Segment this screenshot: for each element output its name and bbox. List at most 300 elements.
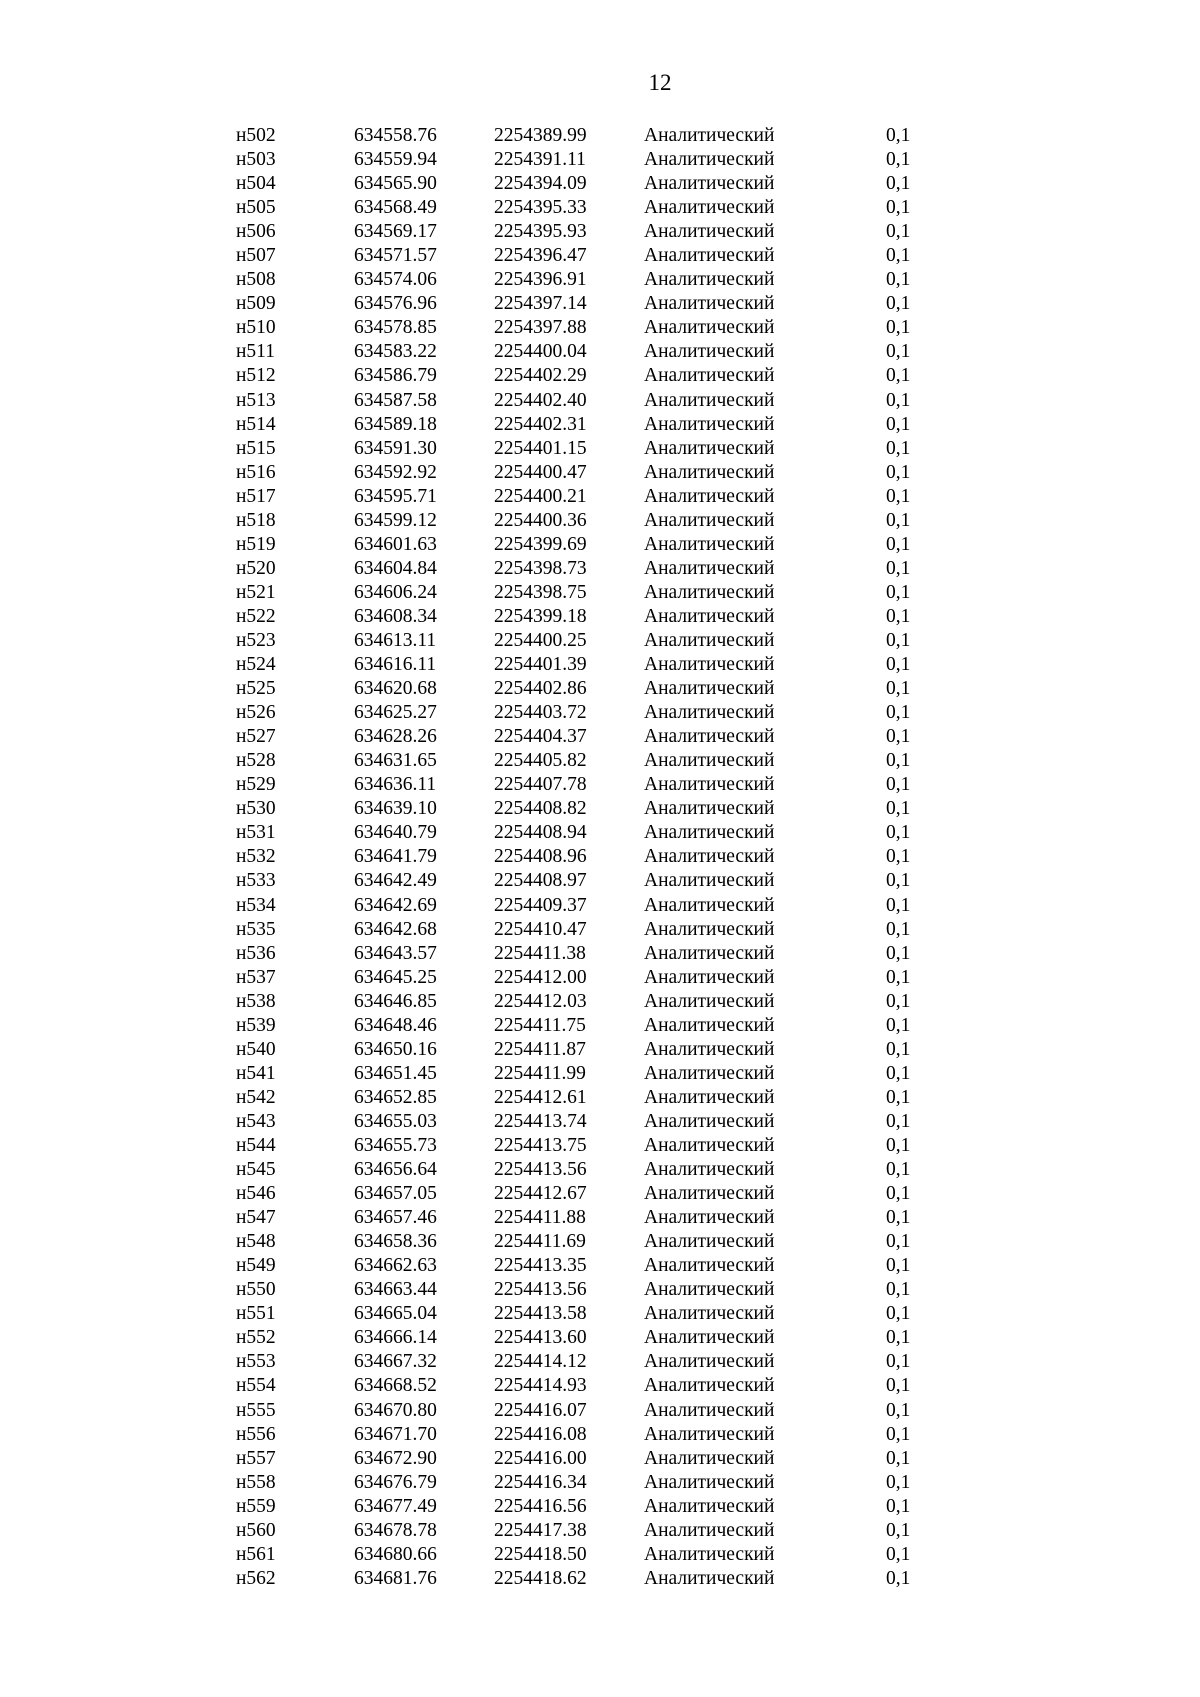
method-cell: Аналитический xyxy=(644,1447,775,1469)
table-row xyxy=(236,1206,946,1230)
method-cell: Аналитический xyxy=(644,1110,775,1132)
accuracy-cell: 0,1 xyxy=(886,1279,911,1301)
y-coordinate-cell: 2254395.33 xyxy=(494,197,587,219)
table-row xyxy=(236,990,946,1014)
y-coordinate-cell: 2254410.47 xyxy=(494,918,587,940)
y-coordinate-cell: 2254404.37 xyxy=(494,726,587,748)
table-row xyxy=(236,1447,946,1471)
y-coordinate-cell: 2254405.82 xyxy=(494,750,587,772)
point-number-cell: н507 xyxy=(236,245,276,267)
x-coordinate-cell: 634657.46 xyxy=(354,1207,437,1229)
point-number-cell: н513 xyxy=(236,389,276,411)
x-coordinate-cell: 634651.45 xyxy=(354,1062,437,1084)
page-number: 12 xyxy=(648,70,672,95)
point-number-cell: н506 xyxy=(236,221,276,243)
y-coordinate-cell: 2254416.34 xyxy=(494,1471,587,1493)
y-coordinate-cell: 2254408.94 xyxy=(494,822,587,844)
point-number-cell: н548 xyxy=(236,1231,276,1253)
point-number-cell: н530 xyxy=(236,798,276,820)
point-number-cell: н518 xyxy=(236,509,276,531)
accuracy-cell: 0,1 xyxy=(886,125,911,147)
table-row xyxy=(236,581,946,605)
table-row xyxy=(236,653,946,677)
accuracy-cell: 0,1 xyxy=(886,245,911,267)
table-row xyxy=(236,1326,946,1350)
x-coordinate-cell: 634559.94 xyxy=(354,149,437,171)
accuracy-cell: 0,1 xyxy=(886,1038,911,1060)
table-row xyxy=(236,485,946,509)
table-row xyxy=(236,1134,946,1158)
accuracy-cell: 0,1 xyxy=(886,149,911,171)
x-coordinate-cell: 634601.63 xyxy=(354,533,437,555)
point-number-cell: н554 xyxy=(236,1375,276,1397)
y-coordinate-cell: 2254411.99 xyxy=(494,1062,586,1084)
point-number-cell: н504 xyxy=(236,173,276,195)
table-row xyxy=(236,749,946,773)
y-coordinate-cell: 2254412.67 xyxy=(494,1183,587,1205)
accuracy-cell: 0,1 xyxy=(886,1567,911,1589)
table-row xyxy=(236,1086,946,1110)
point-number-cell: н532 xyxy=(236,846,276,868)
accuracy-cell: 0,1 xyxy=(886,1303,911,1325)
method-cell: Аналитический xyxy=(644,1183,775,1205)
x-coordinate-cell: 634666.14 xyxy=(354,1327,437,1349)
method-cell: Аналитический xyxy=(644,1038,775,1060)
accuracy-cell: 0,1 xyxy=(886,1351,911,1373)
y-coordinate-cell: 2254407.78 xyxy=(494,774,587,796)
x-coordinate-cell: 634657.05 xyxy=(354,1183,437,1205)
x-coordinate-cell: 634667.32 xyxy=(354,1351,437,1373)
method-cell: Аналитический xyxy=(644,461,775,483)
y-coordinate-cell: 2254413.56 xyxy=(494,1279,587,1301)
x-coordinate-cell: 634672.90 xyxy=(354,1447,437,1469)
point-number-cell: н526 xyxy=(236,702,276,724)
y-coordinate-cell: 2254413.35 xyxy=(494,1255,587,1277)
point-number-cell: н523 xyxy=(236,630,276,651)
accuracy-cell: 0,1 xyxy=(886,557,911,579)
table-row xyxy=(236,1543,946,1567)
point-number-cell: н535 xyxy=(236,918,276,940)
x-coordinate-cell: 634636.11 xyxy=(354,774,437,796)
method-cell: Аналитический xyxy=(644,269,775,291)
method-cell: Аналитический xyxy=(644,1351,775,1373)
point-number-cell: н511 xyxy=(236,341,275,363)
table-row xyxy=(236,220,946,244)
table-row xyxy=(236,196,946,220)
method-cell: Аналитический xyxy=(644,702,775,724)
y-coordinate-cell: 2254417.38 xyxy=(494,1519,587,1541)
point-number-cell: н536 xyxy=(236,942,276,964)
table-row xyxy=(236,268,946,292)
point-number-cell: н503 xyxy=(236,149,276,171)
y-coordinate-cell: 2254395.93 xyxy=(494,221,587,243)
y-coordinate-cell: 2254418.62 xyxy=(494,1567,587,1589)
method-cell: Аналитический xyxy=(644,654,775,676)
point-number-cell: н524 xyxy=(236,654,276,676)
y-coordinate-cell: 2254402.29 xyxy=(494,365,587,387)
point-number-cell: н520 xyxy=(236,557,276,579)
x-coordinate-cell: 634662.63 xyxy=(354,1255,437,1277)
x-coordinate-cell: 634670.80 xyxy=(354,1399,437,1421)
y-coordinate-cell: 2254411.75 xyxy=(494,1014,586,1036)
y-coordinate-cell: 2254396.47 xyxy=(494,245,587,267)
x-coordinate-cell: 634676.79 xyxy=(354,1471,437,1493)
table-row xyxy=(236,1230,946,1254)
method-cell: Аналитический xyxy=(644,1495,775,1517)
point-number-cell: н534 xyxy=(236,894,276,916)
point-number-cell: н527 xyxy=(236,726,276,748)
y-coordinate-cell: 2254414.12 xyxy=(494,1351,587,1373)
y-coordinate-cell: 2254412.03 xyxy=(494,990,587,1012)
table-row xyxy=(236,1350,946,1374)
accuracy-cell: 0,1 xyxy=(886,317,911,339)
table-row xyxy=(236,316,946,340)
accuracy-cell: 0,1 xyxy=(886,1231,911,1253)
accuracy-cell: 0,1 xyxy=(886,822,911,844)
table-row xyxy=(236,148,946,172)
accuracy-cell: 0,1 xyxy=(886,1255,911,1277)
table-row xyxy=(236,1471,946,1495)
accuracy-cell: 0,1 xyxy=(886,630,911,651)
method-cell: Аналитический xyxy=(644,990,775,1012)
x-coordinate-cell: 634592.92 xyxy=(354,461,437,483)
y-coordinate-cell: 2254399.18 xyxy=(494,605,587,627)
method-cell: Аналитический xyxy=(644,678,775,700)
method-cell: Аналитический xyxy=(644,413,775,435)
y-coordinate-cell: 2254403.72 xyxy=(494,702,587,724)
accuracy-cell: 0,1 xyxy=(886,173,911,195)
method-cell: Аналитический xyxy=(644,1207,775,1229)
accuracy-cell: 0,1 xyxy=(886,942,911,964)
table-row xyxy=(236,1254,946,1278)
method-cell: Аналитический xyxy=(644,966,775,988)
x-coordinate-cell: 634642.49 xyxy=(354,870,437,892)
y-coordinate-cell: 2254400.04 xyxy=(494,341,587,363)
point-number-cell: н561 xyxy=(236,1543,276,1565)
method-cell: Аналитический xyxy=(644,1327,775,1349)
table-row xyxy=(236,364,946,388)
accuracy-cell: 0,1 xyxy=(886,870,911,892)
accuracy-cell: 0,1 xyxy=(886,461,911,483)
accuracy-cell: 0,1 xyxy=(886,509,911,531)
table-row xyxy=(236,340,946,364)
accuracy-cell: 0,1 xyxy=(886,293,911,315)
table-row xyxy=(236,1062,946,1086)
method-cell: Аналитический xyxy=(644,798,775,820)
method-cell: Аналитический xyxy=(644,197,775,219)
y-coordinate-cell: 2254401.15 xyxy=(494,437,587,459)
coordinates-table xyxy=(236,124,946,1591)
method-cell: Аналитический xyxy=(644,1543,775,1565)
point-number-cell: н553 xyxy=(236,1351,276,1373)
table-row xyxy=(236,1567,946,1591)
point-number-cell: н558 xyxy=(236,1471,276,1493)
coordinates-table-body xyxy=(236,124,946,1591)
accuracy-cell: 0,1 xyxy=(886,1110,911,1132)
accuracy-cell: 0,1 xyxy=(886,1471,911,1493)
point-number-cell: н522 xyxy=(236,605,276,627)
point-number-cell: н529 xyxy=(236,774,276,796)
table-row xyxy=(236,1519,946,1543)
table-row xyxy=(236,124,946,148)
y-coordinate-cell: 2254416.07 xyxy=(494,1399,587,1421)
method-cell: Аналитический xyxy=(644,1375,775,1397)
y-coordinate-cell: 2254400.21 xyxy=(494,485,587,507)
x-coordinate-cell: 634578.85 xyxy=(354,317,437,339)
point-number-cell: н542 xyxy=(236,1086,276,1108)
y-coordinate-cell: 2254418.50 xyxy=(494,1543,587,1565)
x-coordinate-cell: 634642.68 xyxy=(354,918,437,940)
y-coordinate-cell: 2254414.93 xyxy=(494,1375,587,1397)
accuracy-cell: 0,1 xyxy=(886,1375,911,1397)
x-coordinate-cell: 634608.34 xyxy=(354,605,437,627)
method-cell: Аналитический xyxy=(644,365,775,387)
table-row xyxy=(236,1182,946,1206)
table-row xyxy=(236,557,946,581)
method-cell: Аналитический xyxy=(644,1303,775,1325)
point-number-cell: н556 xyxy=(236,1423,276,1445)
x-coordinate-cell: 634569.17 xyxy=(354,221,437,243)
accuracy-cell: 0,1 xyxy=(886,341,911,363)
point-number-cell: н509 xyxy=(236,293,276,315)
x-coordinate-cell: 634652.85 xyxy=(354,1086,437,1108)
y-coordinate-cell: 2254402.40 xyxy=(494,389,587,411)
accuracy-cell: 0,1 xyxy=(886,1134,911,1156)
table-row xyxy=(236,1495,946,1519)
x-coordinate-cell: 634671.70 xyxy=(354,1423,437,1445)
point-number-cell: н550 xyxy=(236,1279,276,1301)
x-coordinate-cell: 634613.11 xyxy=(354,630,437,651)
point-number-cell: н515 xyxy=(236,437,276,459)
x-coordinate-cell: 634640.79 xyxy=(354,822,437,844)
x-coordinate-cell: 634665.04 xyxy=(354,1303,437,1325)
table-row xyxy=(236,509,946,533)
point-number-cell: н541 xyxy=(236,1062,276,1084)
method-cell: Аналитический xyxy=(644,1567,775,1589)
method-cell: Аналитический xyxy=(644,750,775,772)
table-row xyxy=(236,869,946,893)
y-coordinate-cell: 2254400.47 xyxy=(494,461,587,483)
method-cell: Аналитический xyxy=(644,341,775,363)
table-row xyxy=(236,1110,946,1134)
x-coordinate-cell: 634668.52 xyxy=(354,1375,437,1397)
table-row xyxy=(236,172,946,196)
table-row xyxy=(236,725,946,749)
point-number-cell: н538 xyxy=(236,990,276,1012)
y-coordinate-cell: 2254416.56 xyxy=(494,1495,587,1517)
point-number-cell: н514 xyxy=(236,413,276,435)
y-coordinate-cell: 2254398.75 xyxy=(494,581,587,603)
method-cell: Аналитический xyxy=(644,870,775,892)
x-coordinate-cell: 634631.65 xyxy=(354,750,437,772)
method-cell: Аналитический xyxy=(644,149,775,171)
point-number-cell: н516 xyxy=(236,461,276,483)
x-coordinate-cell: 634565.90 xyxy=(354,173,437,195)
table-row xyxy=(236,533,946,557)
point-number-cell: н525 xyxy=(236,678,276,700)
accuracy-cell: 0,1 xyxy=(886,678,911,700)
y-coordinate-cell: 2254411.87 xyxy=(494,1038,586,1060)
x-coordinate-cell: 634655.73 xyxy=(354,1134,437,1156)
accuracy-cell: 0,1 xyxy=(886,846,911,868)
method-cell: Аналитический xyxy=(644,918,775,940)
x-coordinate-cell: 634658.36 xyxy=(354,1231,437,1253)
table-row xyxy=(236,1158,946,1182)
method-cell: Аналитический xyxy=(644,437,775,459)
method-cell: Аналитический xyxy=(644,1255,775,1277)
x-coordinate-cell: 634642.69 xyxy=(354,894,437,916)
table-row xyxy=(236,1278,946,1302)
accuracy-cell: 0,1 xyxy=(886,1183,911,1205)
method-cell: Аналитический xyxy=(644,605,775,627)
y-coordinate-cell: 2254413.58 xyxy=(494,1303,587,1325)
accuracy-cell: 0,1 xyxy=(886,966,911,988)
table-row xyxy=(236,918,946,942)
accuracy-cell: 0,1 xyxy=(886,1447,911,1469)
y-coordinate-cell: 2254413.56 xyxy=(494,1159,587,1181)
method-cell: Аналитический xyxy=(644,894,775,916)
x-coordinate-cell: 634645.25 xyxy=(354,966,437,988)
point-number-cell: н502 xyxy=(236,125,276,147)
accuracy-cell: 0,1 xyxy=(886,918,911,940)
point-number-cell: н540 xyxy=(236,1038,276,1060)
table-row xyxy=(236,701,946,725)
table-row xyxy=(236,413,946,437)
accuracy-cell: 0,1 xyxy=(886,365,911,387)
accuracy-cell: 0,1 xyxy=(886,1086,911,1108)
table-row xyxy=(236,389,946,413)
point-number-cell: н543 xyxy=(236,1110,276,1132)
x-coordinate-cell: 634606.24 xyxy=(354,581,437,603)
accuracy-cell: 0,1 xyxy=(886,1399,911,1421)
point-number-cell: н539 xyxy=(236,1014,276,1036)
accuracy-cell: 0,1 xyxy=(886,1543,911,1565)
table-row xyxy=(236,605,946,629)
x-coordinate-cell: 634678.78 xyxy=(354,1519,437,1541)
accuracy-cell: 0,1 xyxy=(886,654,911,676)
x-coordinate-cell: 634583.22 xyxy=(354,341,437,363)
x-coordinate-cell: 634586.79 xyxy=(354,365,437,387)
method-cell: Аналитический xyxy=(644,509,775,531)
point-number-cell: н521 xyxy=(236,581,276,603)
y-coordinate-cell: 2254397.14 xyxy=(494,293,587,315)
point-number-cell: н512 xyxy=(236,365,276,387)
point-number-cell: н549 xyxy=(236,1255,276,1277)
method-cell: Аналитический xyxy=(644,822,775,844)
accuracy-cell: 0,1 xyxy=(886,1159,911,1181)
y-coordinate-cell: 2254412.00 xyxy=(494,966,587,988)
table-row xyxy=(236,1423,946,1447)
y-coordinate-cell: 2254411.38 xyxy=(494,942,586,964)
table-row xyxy=(236,966,946,990)
accuracy-cell: 0,1 xyxy=(886,581,911,603)
y-coordinate-cell: 2254399.69 xyxy=(494,533,587,555)
table-row xyxy=(236,1398,946,1422)
y-coordinate-cell: 2254413.75 xyxy=(494,1134,587,1156)
method-cell: Аналитический xyxy=(644,557,775,579)
method-cell: Аналитический xyxy=(644,1231,775,1253)
y-coordinate-cell: 2254416.00 xyxy=(494,1447,587,1469)
accuracy-cell: 0,1 xyxy=(886,605,911,627)
y-coordinate-cell: 2254411.69 xyxy=(494,1231,586,1253)
method-cell: Аналитический xyxy=(644,221,775,243)
table-row xyxy=(236,1302,946,1326)
y-coordinate-cell: 2254398.73 xyxy=(494,557,587,579)
accuracy-cell: 0,1 xyxy=(886,413,911,435)
y-coordinate-cell: 2254400.36 xyxy=(494,509,587,531)
accuracy-cell: 0,1 xyxy=(886,221,911,243)
x-coordinate-cell: 634639.10 xyxy=(354,798,437,820)
method-cell: Аналитический xyxy=(644,846,775,868)
y-coordinate-cell: 2254411.88 xyxy=(494,1207,586,1229)
point-number-cell: н557 xyxy=(236,1447,276,1469)
method-cell: Аналитический xyxy=(644,1471,775,1493)
table-row xyxy=(236,292,946,316)
method-cell: Аналитический xyxy=(644,774,775,796)
y-coordinate-cell: 2254394.09 xyxy=(494,173,587,195)
point-number-cell: н547 xyxy=(236,1207,276,1229)
point-number-cell: н544 xyxy=(236,1134,276,1156)
accuracy-cell: 0,1 xyxy=(886,389,911,411)
point-number-cell: н508 xyxy=(236,269,276,291)
x-coordinate-cell: 634655.03 xyxy=(354,1110,437,1132)
method-cell: Аналитический xyxy=(644,389,775,411)
table-row xyxy=(236,677,946,701)
method-cell: Аналитический xyxy=(644,245,775,267)
accuracy-cell: 0,1 xyxy=(886,1327,911,1349)
accuracy-cell: 0,1 xyxy=(886,1207,911,1229)
accuracy-cell: 0,1 xyxy=(886,750,911,772)
y-coordinate-cell: 2254408.97 xyxy=(494,870,587,892)
accuracy-cell: 0,1 xyxy=(886,774,911,796)
x-coordinate-cell: 634595.71 xyxy=(354,485,437,507)
table-row xyxy=(236,1374,946,1398)
table-row xyxy=(236,845,946,869)
accuracy-cell: 0,1 xyxy=(886,990,911,1012)
x-coordinate-cell: 634677.49 xyxy=(354,1495,437,1517)
y-coordinate-cell: 2254396.91 xyxy=(494,269,587,291)
accuracy-cell: 0,1 xyxy=(886,533,911,555)
accuracy-cell: 0,1 xyxy=(886,894,911,916)
x-coordinate-cell: 634681.76 xyxy=(354,1567,437,1589)
table-row xyxy=(236,821,946,845)
x-coordinate-cell: 634625.27 xyxy=(354,702,437,724)
method-cell: Аналитический xyxy=(644,317,775,339)
x-coordinate-cell: 634574.06 xyxy=(354,269,437,291)
y-coordinate-cell: 2254412.61 xyxy=(494,1086,587,1108)
method-cell: Аналитический xyxy=(644,1279,775,1301)
x-coordinate-cell: 634663.44 xyxy=(354,1279,437,1301)
method-cell: Аналитический xyxy=(644,293,775,315)
x-coordinate-cell: 634628.26 xyxy=(354,726,437,748)
x-coordinate-cell: 634650.16 xyxy=(354,1038,437,1060)
x-coordinate-cell: 634656.64 xyxy=(354,1159,437,1181)
accuracy-cell: 0,1 xyxy=(886,702,911,724)
table-row xyxy=(236,797,946,821)
table-row xyxy=(236,773,946,797)
table-row xyxy=(236,629,946,653)
x-coordinate-cell: 634599.12 xyxy=(354,509,437,531)
x-coordinate-cell: 634558.76 xyxy=(354,125,437,147)
point-number-cell: н531 xyxy=(236,822,276,844)
point-number-cell: н551 xyxy=(236,1303,276,1325)
point-number-cell: н510 xyxy=(236,317,276,339)
accuracy-cell: 0,1 xyxy=(886,1519,911,1541)
method-cell: Аналитический xyxy=(644,1086,775,1108)
accuracy-cell: 0,1 xyxy=(886,726,911,748)
method-cell: Аналитический xyxy=(644,726,775,748)
x-coordinate-cell: 634589.18 xyxy=(354,413,437,435)
